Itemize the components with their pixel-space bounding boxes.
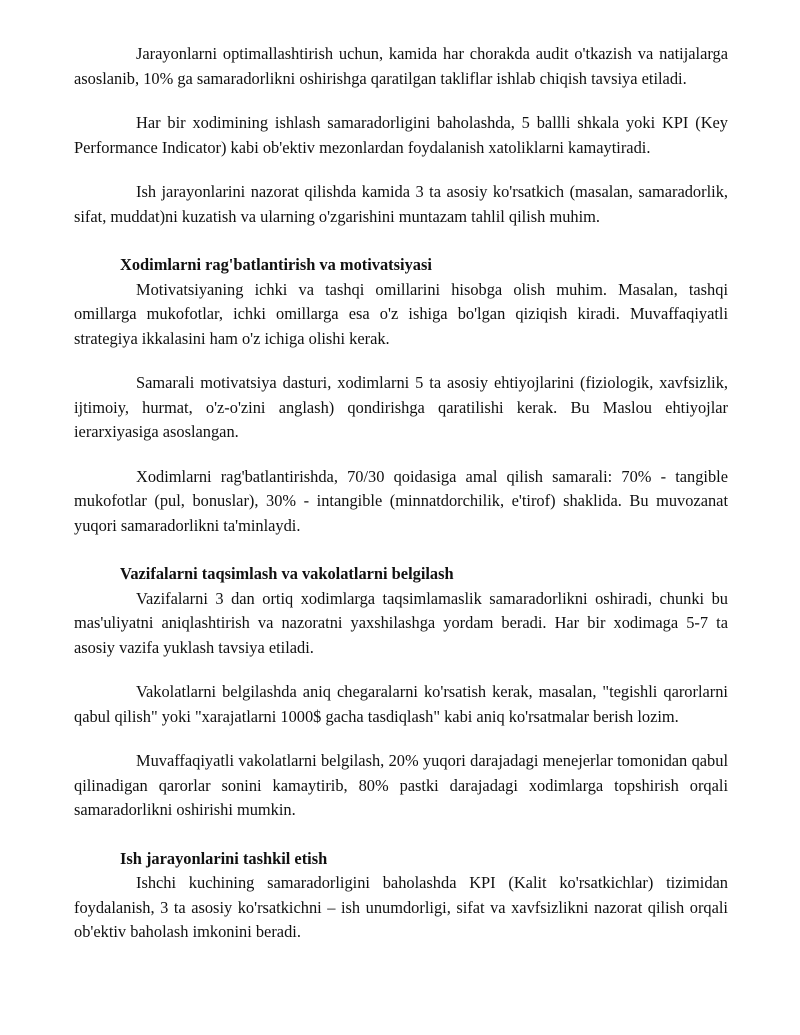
paragraph: Vazifalarni 3 dan ortiq xodimlarga taqsimlamaslik samaradorlikni oshiradi, chunki bu mas'uliyatni aniqlashtirish va nazoratni yaxshilashga yordam beradi. Har bir xodimaga 5-7 ta asosiy vazifa yuklash tavsiya etiladi. — [74, 588, 728, 657]
section-heading: Ish jarayonlarini tashkil etish — [120, 848, 328, 868]
paragraph: Motivatsiyaning ichki va tashqi omillarini hisobga olish muhim. Masalan, tashqi omillarga mukofotlar, ichki omillarga esa o'z ishiga bo'lgan qiziqish kiradi. Muvaffaqiyatli strategiya ikkalasini ham o'z ichiga olishi kerak. — [74, 279, 728, 348]
paragraph: Vakolatlarni belgilashda aniq chegaralarni ko'rsatish kerak, masalan, "tegishli qarorlarni qabul qilish" yoki "xarajatlarni 1000$ gacha tasdiqlash" kabi aniq ko'rsatmalar berish lozim. — [74, 682, 728, 726]
paragraph: Muvaffaqiyatli vakolatlarni belgilash, 20% yuqori darajadagi menejerlar tomonidan qabul qilinadigan qarorlar sonini kamaytirib, 80% pastki darajadagi xodimlarga topshirish orqali samaradorlikni oshirishi mumkin. — [74, 751, 728, 819]
section-heading: Xodimlarni rag'batlantirish va motivatsiyasi — [120, 255, 432, 274]
paragraph: Samarali motivatsiya dasturi, xodimlarni 5 ta asosiy ehtiyojlarini (fiziologik, xavfsizlik, ijtimoiy, hurmat, o'z-o'zini anglash) qondirishga qaratilishi kerak. Bu Maslou ehtiyojlar ierarxiyasiga asoslangan. — [74, 373, 728, 441]
paragraph: Ish jarayonlarini nazorat qilishda kamida 3 ta asosiy ko'rsatkich (masalan, samaradorlik, sifat, muddat)ni kuzatish va ularning o'zgarishini muntazam tahlil qilish muhim. — [74, 182, 728, 226]
section-heading: Vazifalarni taqsimlash va vakolatlarni belgilash — [120, 564, 454, 583]
paragraph: Xodimlarni rag'batlantirishda, 70/30 qoidasiga amal qilish samarali: 70% - tangible mukofotlar (pul, bonuslar), 30% - intangible (minnatdorchilik, e'tirof) shaklida. Bu muvozanat yuqori samaradorlikni ta'minlaydi. — [74, 466, 728, 535]
document-page — [74, 42, 728, 945]
paragraph: Har bir xodimining ishlash samaradorligini baholashda, 5 ballli shkala yoki KPI (Key Performance Indicator) kabi ob'ektiv mezonlardan foydalanish xatoliklarni kamaytiradi. — [74, 113, 728, 157]
paragraph: Jarayonlarni optimallashtirish uchun, kamida har chorakda audit o'tkazish va natijalarga asoslanib, 10% ga samaradorlikni oshirishga qaratilgan takliflar ishlab chiqish tavsiya etiladi. — [74, 44, 728, 88]
paragraph: Ishchi kuchining samaradorligini baholashda KPI (Kalit ko'rsatkichlar) tizimidan foydalanish, 3 ta asosiy ko'rsatkichni – ish unumdorligi, sifat va xavfsizlikni nazorat qilish orqali ob'ektiv baholash imkonini beradi. — [74, 873, 728, 941]
